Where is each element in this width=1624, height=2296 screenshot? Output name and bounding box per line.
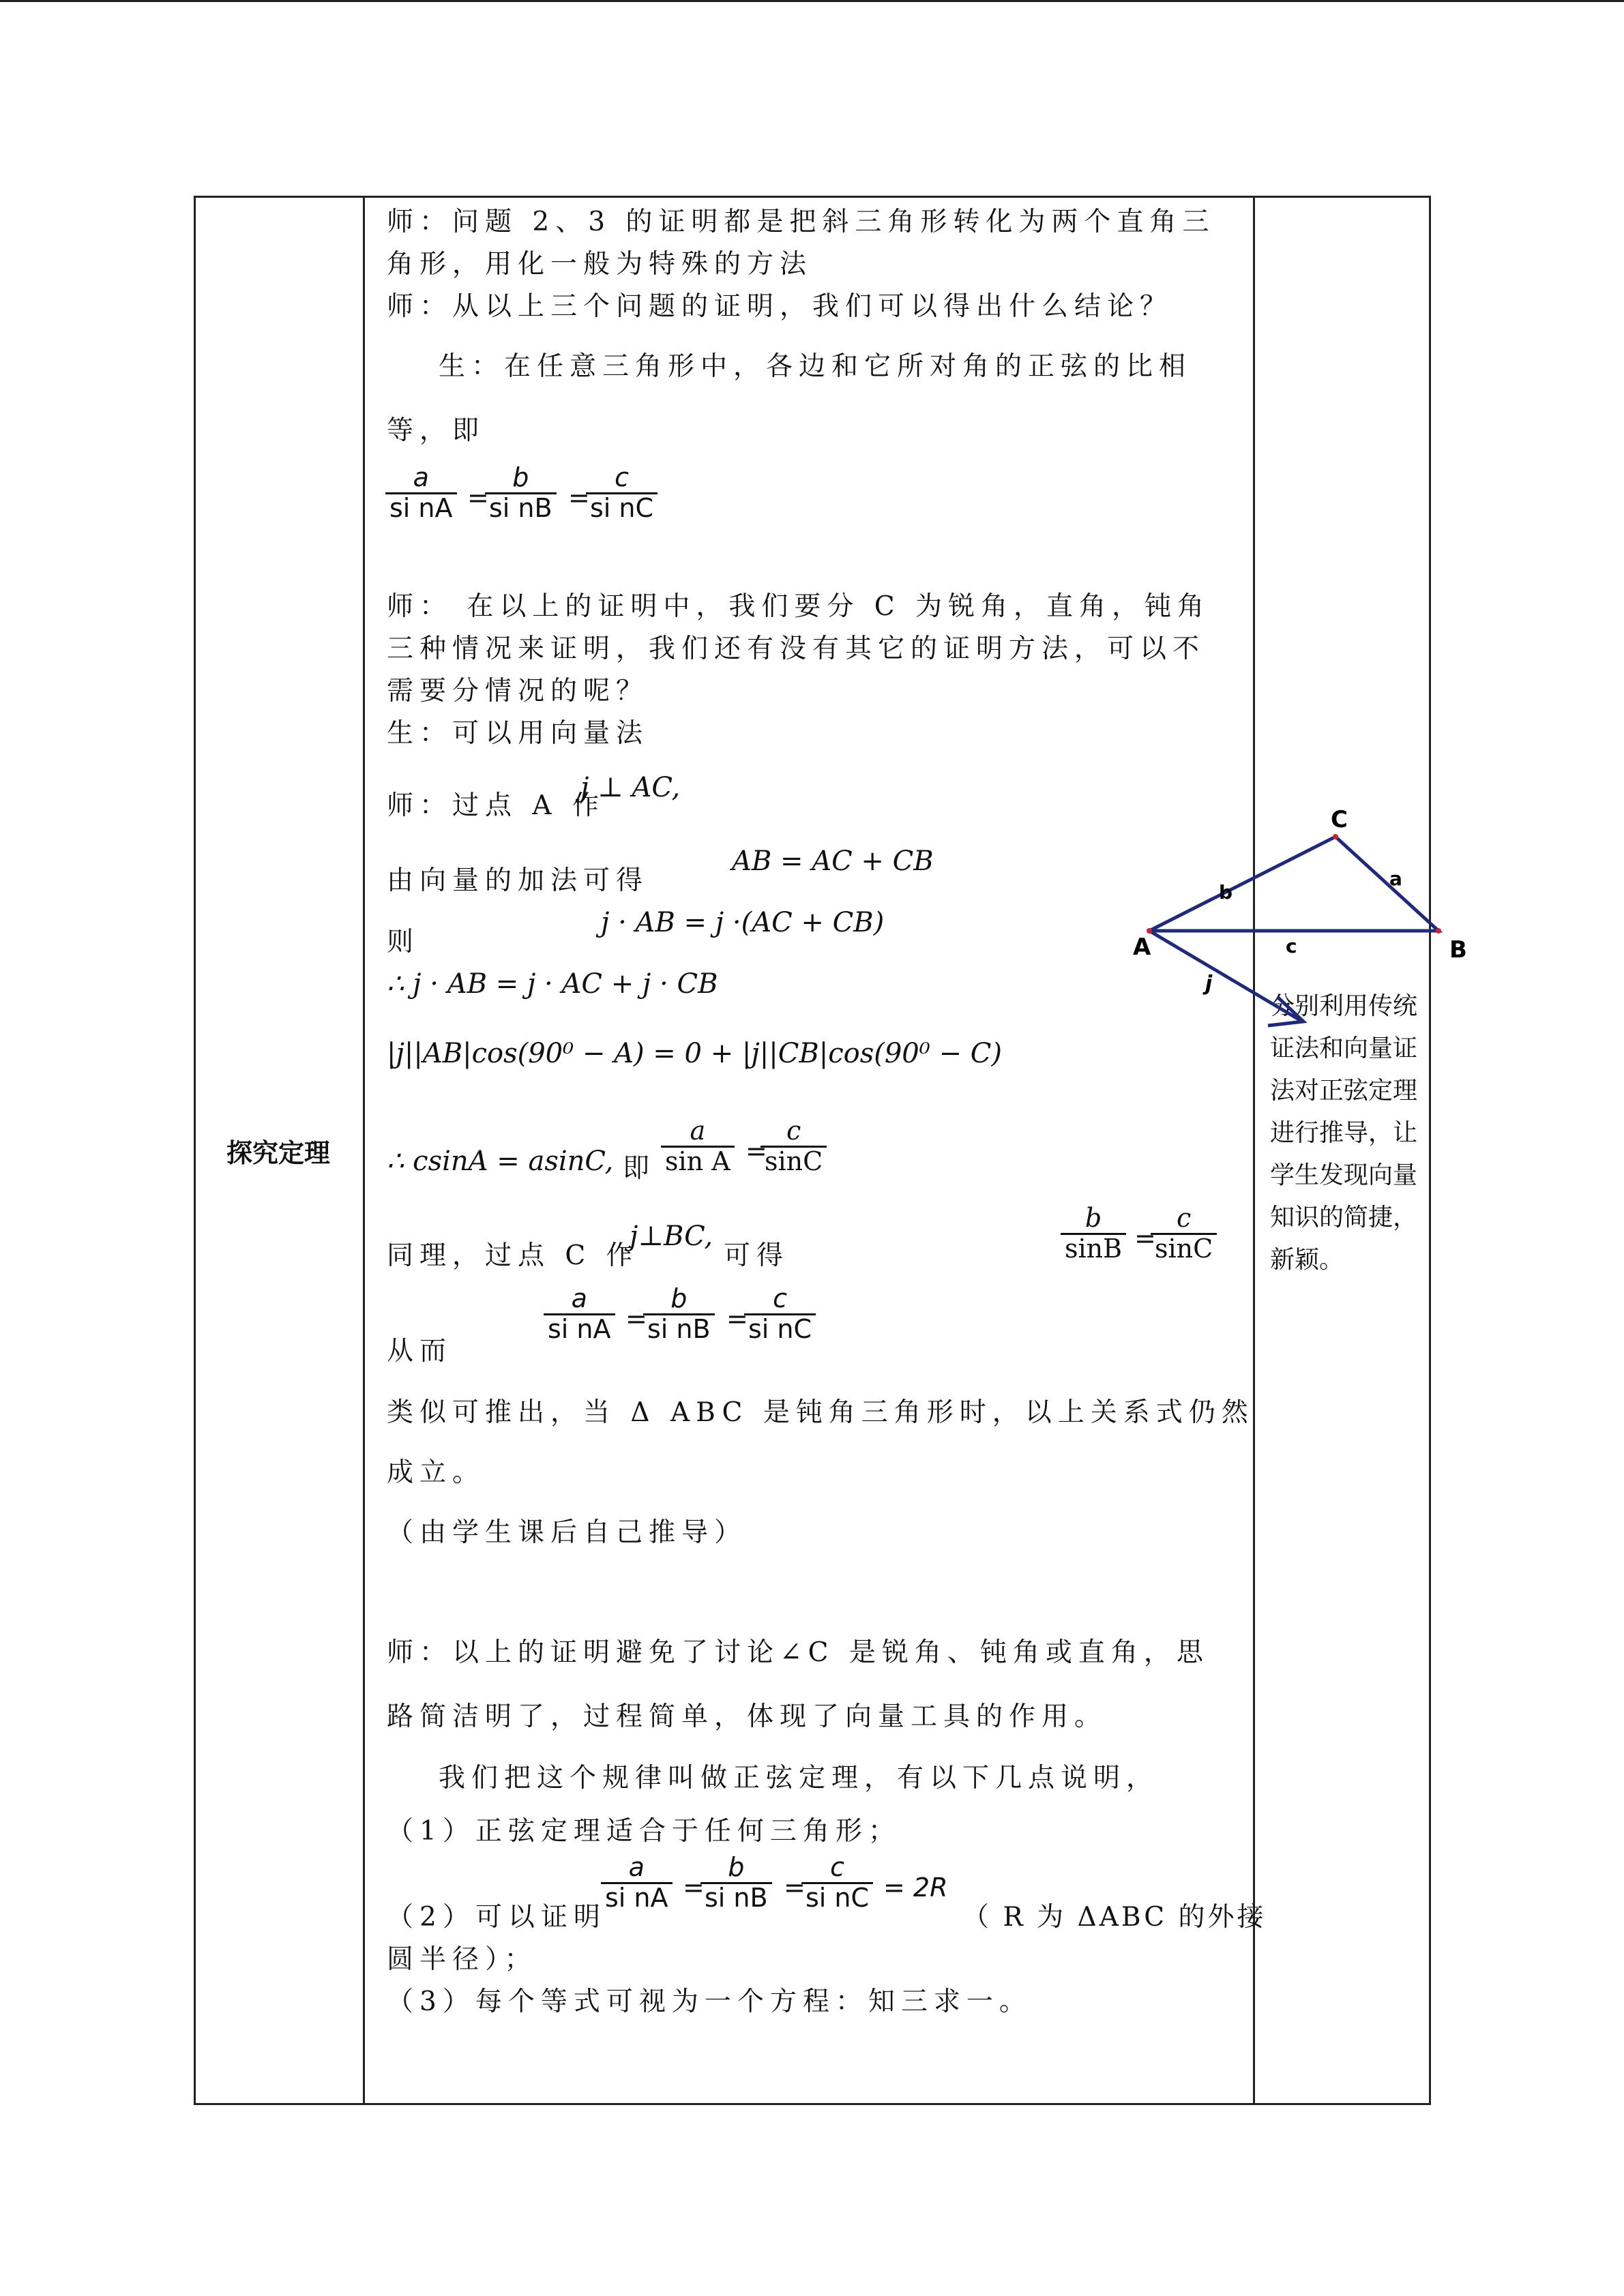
side-label-a: a: [1389, 867, 1402, 890]
fraction: $\frac{c}{\text{si nC}}$: [586, 464, 658, 523]
text-line: 师：以上的证明避免了讨论∠C 是锐角、钝角或直角，思: [387, 1637, 1209, 1668]
design-note: 分别利用传统证法和向量证法对正弦定理进行推导，让学生发现向量知识的简捷，新颖。: [1270, 992, 1418, 1274]
text-line: 角形，用化一般为特殊的方法: [387, 249, 813, 280]
equals-sign: =: [683, 1873, 705, 1903]
vertex-label-c: C: [1331, 806, 1348, 833]
fraction: $\frac{c}{\sin C}$: [1151, 1204, 1217, 1264]
text-line: 圆半径）；: [387, 1944, 537, 1975]
note-cell: [1255, 198, 1429, 2103]
side-label-b: b: [1219, 881, 1233, 904]
text-line: 师： 在以上的证明中，我们要分 C 为锐角，直角，钝角: [387, 591, 1211, 622]
text-line: 路简洁明了，过程简单，体现了向量工具的作用。: [387, 1701, 1108, 1732]
text-line: （3）每个等式可视为一个方程：知三求一。: [387, 1986, 1032, 2017]
fraction: $\frac{c}{\text{si nC}}$: [801, 1853, 873, 1913]
text-line: （ R 为 ΔABC 的外接: [962, 1902, 1267, 1933]
equals-sign: =: [568, 483, 590, 513]
math-expression: j ⊥ AC,: [580, 772, 681, 803]
text-line: 同理，过点 C 作: [387, 1240, 639, 1271]
fraction: $\frac{c}{\text{si nC}}$: [744, 1285, 816, 1344]
text-line: 成立。: [387, 1457, 486, 1488]
equals-2r: = 2R: [883, 1873, 948, 1903]
equals-sign: =: [467, 483, 489, 513]
fraction: $\frac{b}{\text{si nB}}$: [643, 1285, 715, 1344]
fraction: $\frac{b}{\text{si nB}}$: [485, 464, 557, 523]
text-line: 师：问题 2、3 的证明都是把斜三角形转化为两个直角三: [387, 207, 1215, 237]
text-line: 可得: [724, 1240, 790, 1271]
fraction: $\frac{a}{\text{sin A}}$: [661, 1117, 735, 1176]
text-line: 我们把这个规律叫做正弦定理，有以下几点说明，: [439, 1763, 1160, 1793]
text-line: （1）正弦定理适合于任何三角形；: [387, 1816, 901, 1847]
fraction: $\frac{a}{\text{si nA}}$: [385, 464, 457, 523]
math-expression: |j||AB|cos(90⁰ − A) = 0 + |j||CB|cos(90⁰ − C): [387, 1038, 1002, 1069]
fraction: $\frac{b}{\sin B}$: [1061, 1204, 1126, 1264]
math-expression: ∴ j · AB = j · AC + j · CB: [387, 968, 718, 1000]
equals-sign: =: [745, 1136, 767, 1166]
math-expression: ∴ csinA = asinC,: [387, 1146, 614, 1177]
vertex-label-b: B: [1449, 936, 1467, 964]
text-line: 即: [623, 1153, 656, 1184]
section-title: 探究定理: [226, 1137, 330, 1168]
lesson-table: [194, 196, 1467, 2105]
math-expression: j · AB = j ·(AC + CB): [601, 907, 885, 938]
fraction: $\frac{a}{\text{si nA}}$: [601, 1853, 673, 1913]
side-label-c: c: [1286, 935, 1297, 957]
text-line: 需要分情况的呢？: [387, 676, 649, 706]
text-line: 生：可以用向量法: [387, 718, 649, 749]
text-line: 三种情况来证明，我们还有没有其它的证明方法，可以不: [387, 633, 1206, 664]
vector-label-j: j: [1205, 972, 1213, 996]
text-line: 师：过点 A 作: [387, 790, 605, 821]
text-line: 类似可推出，当 Δ ABC 是钝角三角形时，以上关系式仍然: [387, 1397, 1254, 1428]
page-top-rule: [0, 0, 1624, 2]
math-expression: AB = AC + CB: [732, 846, 934, 877]
math-expression: j⊥BC,: [630, 1221, 713, 1252]
text-line: 由向量的加法可得: [387, 865, 649, 896]
text-line: 从而: [387, 1336, 453, 1367]
text-line: （2）可以证明: [387, 1902, 606, 1933]
vertex-label-a: A: [1133, 934, 1151, 961]
text-line: 师：从以上三个问题的证明，我们可以得出什么结论？: [387, 291, 1173, 322]
equals-sign: =: [726, 1304, 748, 1334]
triangle-diagram: [1085, 806, 1467, 1043]
equals-sign: =: [625, 1304, 647, 1334]
fraction: $\frac{b}{\text{si nB}}$: [700, 1853, 772, 1913]
fraction: $\frac{c}{\sin C}$: [761, 1117, 827, 1176]
fraction: $\frac{a}{\text{si nA}}$: [544, 1285, 615, 1344]
text-line: 生：在任意三角形中，各边和它所对角的正弦的比相: [439, 351, 1192, 382]
equals-sign: =: [784, 1873, 806, 1903]
text-line: 则: [387, 927, 420, 957]
section-cell: [196, 198, 365, 2103]
text-line: （由学生课后自己推导）: [387, 1517, 748, 1548]
equals-sign: =: [1134, 1223, 1156, 1253]
text-line: 等，即: [387, 415, 486, 446]
